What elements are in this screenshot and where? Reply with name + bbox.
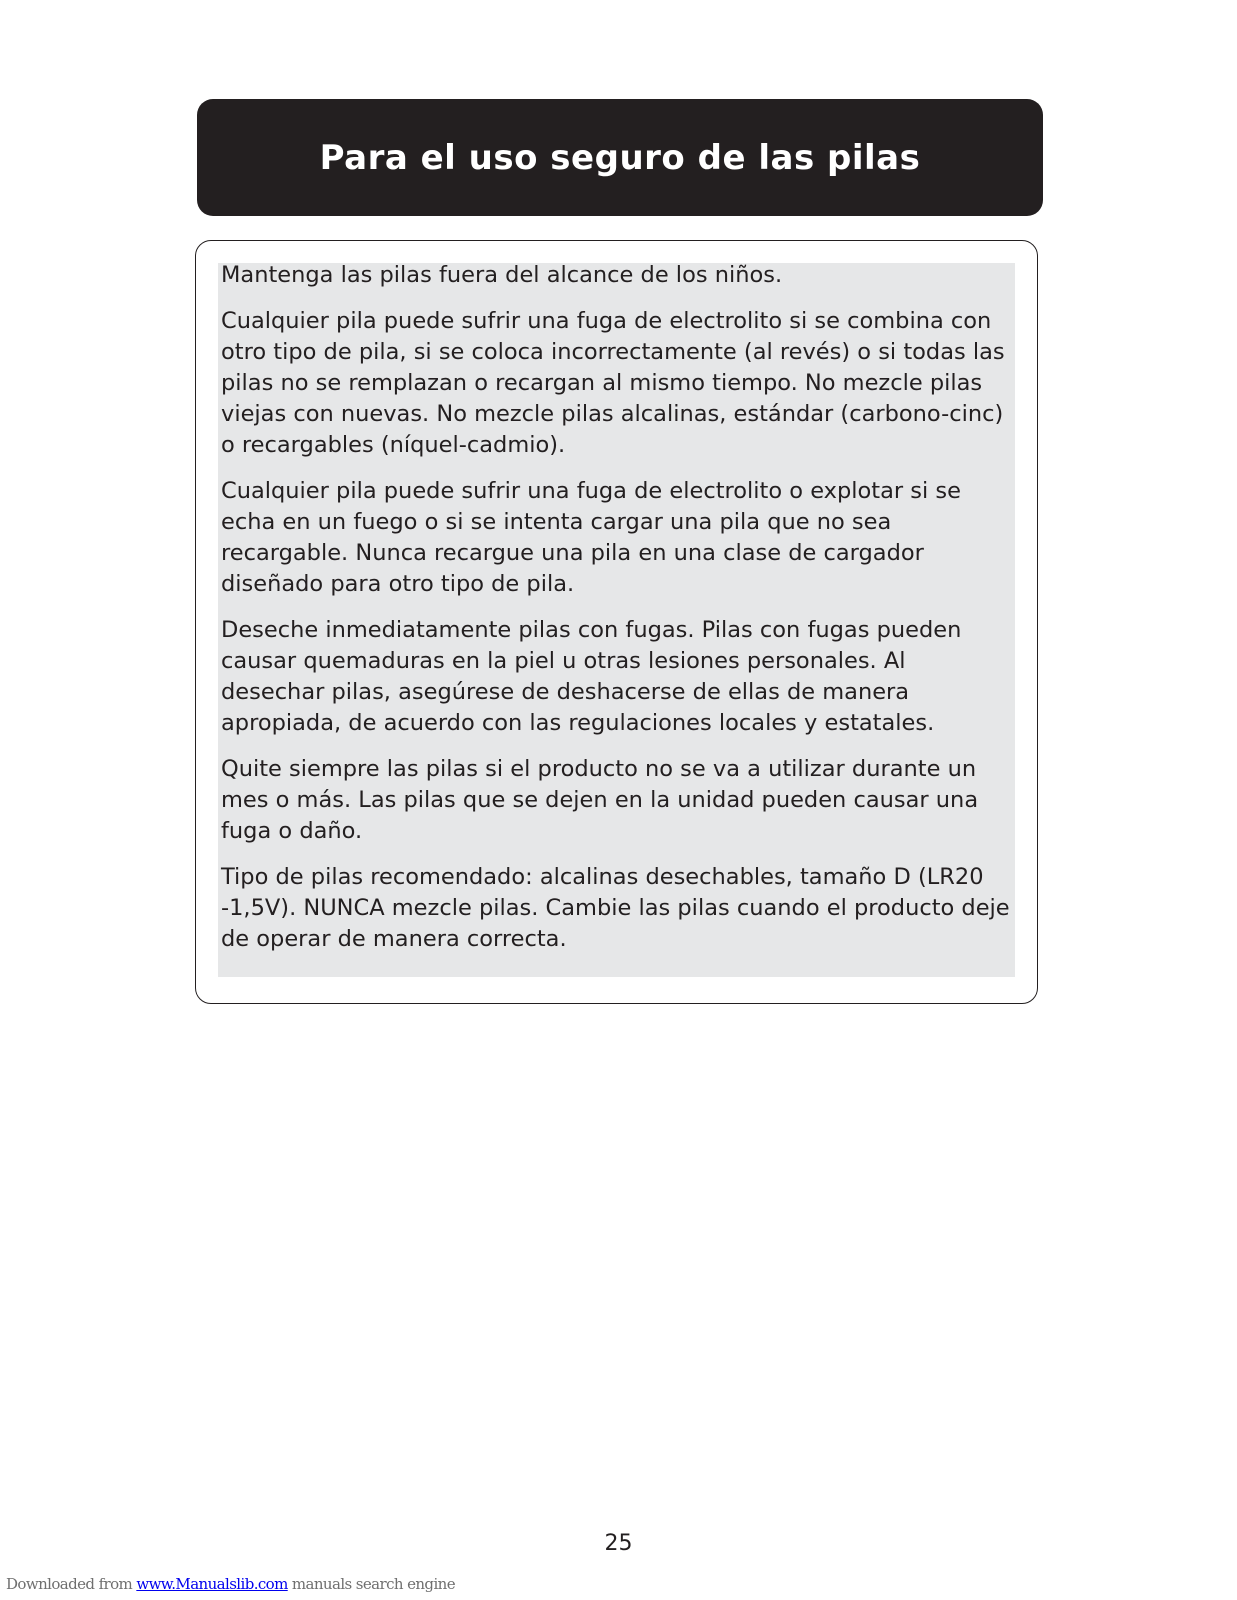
manualslib-link[interactable]: www.Manualslib.com [136,1575,288,1593]
footer-suffix: manuals search engine [287,1575,455,1593]
paragraph-keep-away: Mantenga las pilas fuera del alcance de los niños. [221,262,783,288]
footer-prefix: Downloaded from [6,1575,137,1593]
title-banner [197,99,1043,216]
page-number: 25 [604,1531,633,1556]
page-title: Para el uso seguro de las pilas [319,137,921,178]
paragraph-removal: Quite siempre las pilas si el producto no se va a utilizar durante un mes o más. Las pilas que se dejen en la unidad pueden causar una fuga o daño. [221,756,979,844]
download-footer [6,1575,455,1593]
paragraph-recommended-type: Tipo de pilas recomendado: alcalinas desechables, tamaño D (LR20 -1,5V). NUNCA mezcle pilas. Cambie las pilas cuando el producto deje de operar de manera correcta. [221,864,1010,952]
paragraph-mixing: Cualquier pila puede sufrir una fuga de electrolito si se combina con otro tipo de pila, si se coloca incorrectamente (al revés) o si todas las pilas no se remplazan o recargan al mismo tiempo. No mezcle pilas viejas con nuevas. No mezcle pilas alcalinas, estándar (carbono-cinc) o recargables (níquel-cadmio). [221,308,1005,458]
paragraph-fire-charging: Cualquier pila puede sufrir una fuga de electrolito o explotar si se echa en un fuego o si se intenta cargar una pila que no sea recargable. Nunca recargue una pila en una clase de cargador diseñado para otro tipo de pila. [221,478,961,597]
safety-paragraphs [221,260,1011,970]
paragraph-disposal: Deseche inmediatamente pilas con fugas. Pilas con fugas pueden causar quemaduras en la piel u otras lesiones personales. Al desechar pilas, asegúrese de deshacerse de ellas de manera apropiada, de acuerdo con las regulaciones locales y estatales. [221,617,962,736]
safety-box [195,240,1038,1004]
